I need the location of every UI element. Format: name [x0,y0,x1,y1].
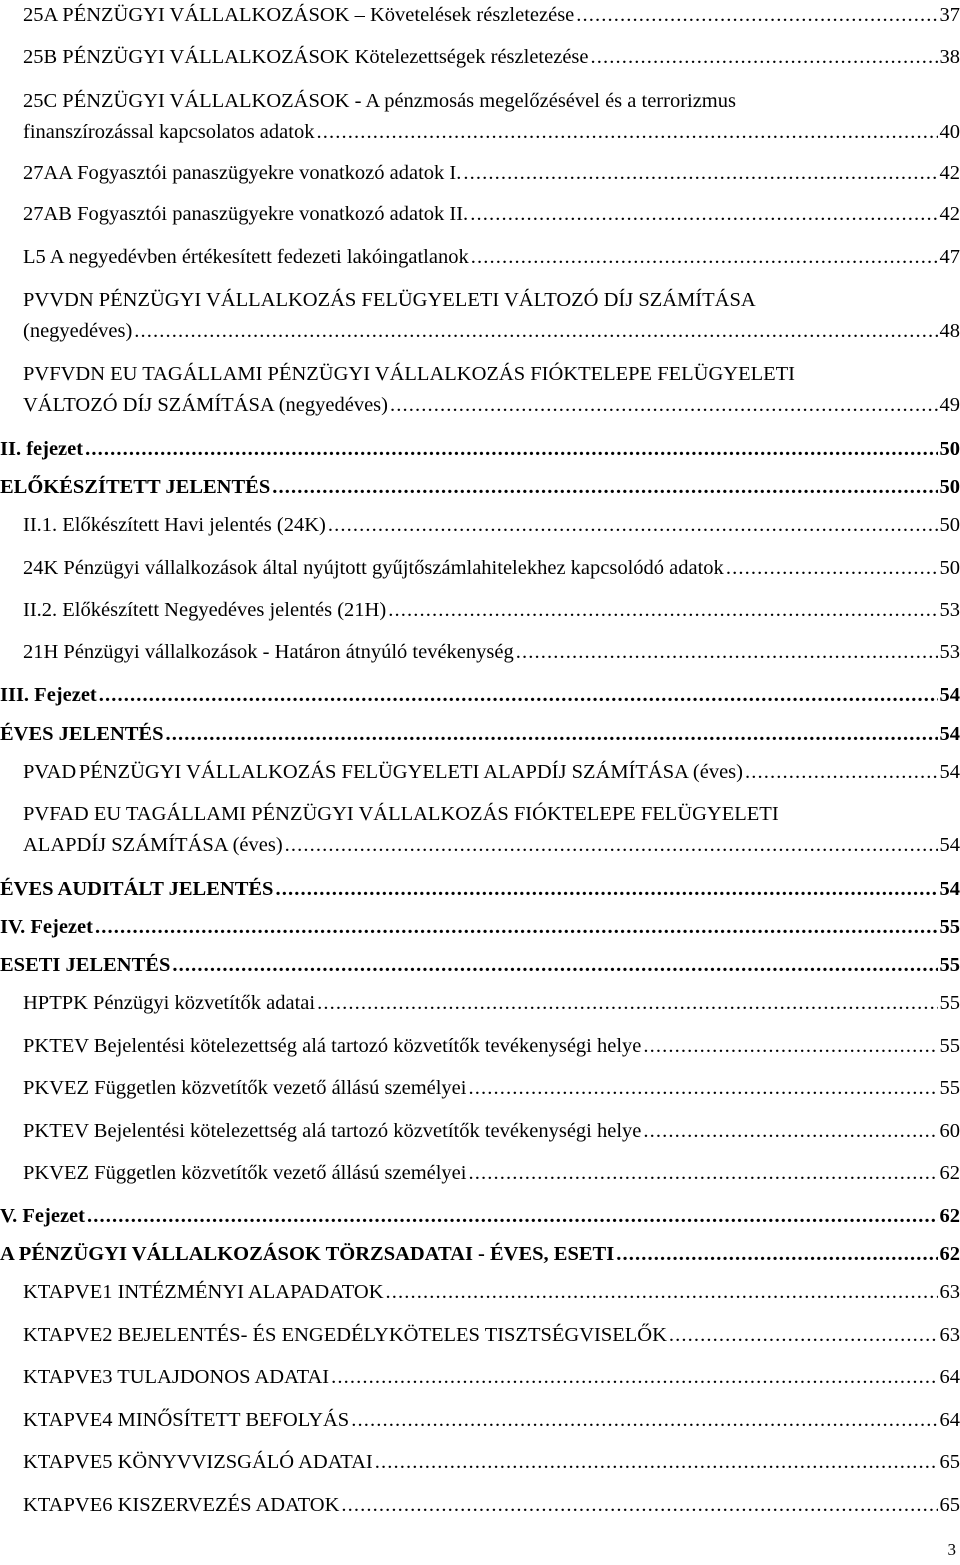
toc-entry[interactable] [0,434,960,464]
dot-leader [576,0,937,30]
dot-leader [386,1277,938,1307]
toc-entry-title: IV. Fejezet [0,916,93,938]
dot-leader [390,390,938,420]
toc-entry-page: 50 [939,557,960,579]
dot-leader [468,1158,937,1188]
toc-entry-page: 53 [939,599,960,621]
toc-entry-page: 64 [939,1366,960,1388]
toc-entry-title: KTAPVE4 MINŐSÍTETT BEFOLYÁS [23,1409,350,1431]
toc-entry-title: 25B PÉNZÜGYI VÁLLALKOZÁSOK Kötelezettségek részletezése [23,46,589,68]
dot-leader [341,1490,937,1520]
dot-leader [745,757,938,787]
toc-entry[interactable] [23,988,960,1018]
dot-leader [285,830,938,860]
toc-entry[interactable] [0,719,960,749]
toc-entry-page: 40 [939,121,960,143]
toc-entry-title: KTAPVE5 KÖNYVVIZSGÁLÓ ADATAI [23,1451,373,1473]
toc-entry-title: (negyedéves) [23,320,133,342]
toc-entry[interactable] [23,284,960,346]
toc-entry-title: HPTPK Pénzügyi közvetítők adatai [23,992,316,1014]
toc-entry[interactable] [23,1277,960,1307]
toc-entry-page: 55 [939,916,960,938]
toc-entry-title-line1: 25C PÉNZÜGYI VÁLLALKOZÁSOK - A pénzmosás megelőzésével és a terrorizmus [23,90,736,112]
dot-leader [388,595,937,625]
toc-entry[interactable] [0,912,960,942]
toc-entry[interactable] [23,158,960,188]
toc-entry[interactable] [0,472,960,502]
toc-entry[interactable] [0,950,960,980]
toc-entry-title: PÉNZÜGYI VÁLLALKOZÁS FELÜGYELETI ALAPDÍJ SZÁMÍTÁSA (éves) [78,761,743,783]
toc-entry-title: finanszírozással kapcsolatos adatok [23,121,315,143]
toc-entry-title: 27AB Fogyasztói panaszügyekre vonatkozó adatok II. [23,203,469,225]
toc-entry[interactable] [23,553,960,583]
page-number: 3 [947,1540,956,1559]
dot-leader [375,1447,938,1477]
toc-entry-page: 50 [939,476,960,498]
toc-entry-page: 64 [939,1409,960,1431]
toc-entry-title: II.1. Előkészített Havi jelentés (24K) [23,514,326,536]
dot-leader [316,117,937,147]
toc-entry-page: 63 [939,1281,960,1303]
dot-leader [468,1073,937,1103]
toc-entry-page: 54 [939,834,960,856]
dot-leader [166,719,938,749]
toc-entry-title-line1: PVFAD EU TAGÁLLAMI PÉNZÜGYI VÁLLALKOZÁS FIÓKTELEPE FELÜGYELETI [23,803,779,825]
toc-entry-page: 37 [939,4,960,26]
toc-entry-title: III. Fejezet [0,684,97,706]
toc-entry[interactable] [0,1239,960,1269]
toc-entry[interactable] [23,242,960,272]
toc-entry-page: 48 [939,320,960,342]
dot-leader [87,1201,938,1231]
dot-leader [328,510,938,540]
toc-entry-page: 38 [939,46,960,68]
toc-entry-title: ÉVES AUDITÁLT JELENTÉS [0,878,274,900]
toc-entry[interactable] [23,1031,960,1061]
toc-entry-title-line1: PVVDN PÉNZÜGYI VÁLLALKOZÁS FELÜGYELETI VÁLTOZÓ DÍJ SZÁMÍTÁSA [23,289,756,311]
toc-entry-page: 47 [939,246,960,268]
dot-leader [591,42,938,72]
dot-leader [616,1239,937,1269]
toc-entry[interactable] [23,510,960,540]
dot-leader [95,912,938,942]
toc-entry[interactable] [23,1447,960,1477]
toc-entry-page: 55 [939,954,960,976]
toc-entry[interactable] [23,1405,960,1435]
dot-leader [331,1362,937,1392]
dot-leader [275,874,937,904]
dot-leader [272,472,937,502]
toc-entry-page: 53 [939,641,960,663]
toc-entry[interactable] [23,1320,960,1350]
toc-entry[interactable] [23,798,960,860]
dot-leader [172,950,937,980]
dot-leader [463,158,937,188]
toc-entry-title: KTAPVE2 BEJELENTÉS- ÉS ENGEDÉLYKÖTELES TISZTSÉGVISELŐK [23,1324,667,1346]
dot-leader [726,553,938,583]
dot-leader [317,988,937,1018]
toc-entry[interactable] [23,595,960,625]
toc-entry-title-line1: PVFVDN EU TAGÁLLAMI PÉNZÜGYI VÁLLALKOZÁS FIÓKTELEPE FELÜGYELETI [23,363,795,385]
dot-leader [516,637,938,667]
toc-entry-page: 65 [939,1494,960,1516]
dot-leader [99,680,938,710]
dot-leader [669,1320,938,1350]
toc-entry-page: 63 [939,1324,960,1346]
toc-entry-title: VÁLTOZÓ DÍJ SZÁMÍTÁSA (negyedéves) [23,394,388,416]
toc-entry-title: V. Fejezet [0,1205,85,1227]
toc-entry-title: ÉVES JELENTÉS [0,723,164,745]
toc-entry-title: L5 A negyedévben értékesített fedezeti lakóingatlanok [23,246,469,268]
toc-entry-title: 21H Pénzügyi vállalkozások - Határon átnyúló tevékenység [23,641,514,663]
toc-entry-title: KTAPVE1 INTÉZMÉNYI ALAPADATOK [23,1281,384,1303]
toc-entry-title: PKTEV Bejelentési kötelezettség alá tartozó közvetítők tevékenységi helye [23,1035,642,1057]
toc-entry[interactable] [23,42,960,72]
toc-entry-page: 54 [939,723,960,745]
toc-entry-page: 50 [939,514,960,536]
toc-entry-title: II. fejezet [0,438,84,460]
toc-entry-page: 54 [939,878,960,900]
toc-entry-page: 60 [939,1120,960,1142]
toc-entry-page: 50 [939,438,960,460]
toc-entry-title: KTAPVE6 KISZERVEZÉS ADATOK [23,1494,340,1516]
toc-entry-page: 42 [939,162,960,184]
toc-entry-page: 62 [939,1205,960,1227]
toc-entry[interactable] [23,0,960,30]
toc-entry[interactable] [23,358,960,420]
dot-leader [643,1031,937,1061]
toc-entry-title: ESETI JELENTÉS [0,954,171,976]
dot-leader [470,199,937,229]
toc-entry-page: 65 [939,1451,960,1473]
toc-entry-title: PKVEZ Független közvetítők vezető állású személyei [23,1162,467,1184]
toc-entry-title: ALAPDÍJ SZÁMÍTÁSA (éves) [23,834,283,856]
toc-entry[interactable] [0,1201,960,1231]
toc-entry-page: 54 [939,684,960,706]
toc-entry-title: ELŐKÉSZÍTETT JELENTÉS [0,476,271,498]
toc-entry[interactable] [23,1116,960,1146]
toc-entry[interactable] [23,199,960,229]
toc-entry-page: 42 [939,203,960,225]
toc-entry[interactable] [23,1073,960,1103]
toc-entry[interactable] [0,680,960,710]
toc-entry-title: A PÉNZÜGYI VÁLLALKOZÁSOK TÖRZSADATAI - ÉVES, ESETI [0,1243,615,1265]
toc-entry[interactable] [0,874,960,904]
toc-entry-page: 54 [939,761,960,783]
dot-leader [643,1116,937,1146]
toc-entry[interactable] [23,1490,960,1520]
toc-entry[interactable] [23,637,960,667]
toc-entry-title: PKVEZ Független közvetítők vezető állású személyei [23,1077,467,1099]
toc-entry-title: 24K Pénzügyi vállalkozások által nyújtott gyűjtőszámlahitelekhez kapcsolódó adatok [23,557,724,579]
toc-entry-page: 55 [939,1077,960,1099]
dot-leader [471,242,938,272]
toc-entry-page: 55 [939,1035,960,1057]
toc-entry[interactable] [23,757,960,787]
toc-entry-page: 62 [939,1162,960,1184]
toc-entry[interactable] [23,85,960,147]
toc-entry-title: 25A PÉNZÜGYI VÁLLALKOZÁSOK – Követelések részletezése [23,4,575,26]
toc-entry[interactable] [23,1362,960,1392]
toc-entry-page: 62 [939,1243,960,1265]
toc-entry-title: II.2. Előkészített Negyedéves jelentés (21H) [23,599,387,621]
toc-entry-page: 55 [939,992,960,1014]
toc-entry-title: PKTEV Bejelentési kötelezettség alá tartozó közvetítők tevékenységi helye [23,1120,642,1142]
toc-entry-title: 27AA Fogyasztói panaszügyekre vonatkozó adatok I. [23,162,462,184]
toc-entry-code: PVAD [23,761,77,783]
toc-entry-title: KTAPVE3 TULAJDONOS ADATAI [23,1366,330,1388]
dot-leader [134,316,937,346]
dot-leader [351,1405,937,1435]
dot-leader [85,434,937,464]
toc-entry-page: 49 [939,394,960,416]
toc-entry[interactable] [23,1158,960,1188]
